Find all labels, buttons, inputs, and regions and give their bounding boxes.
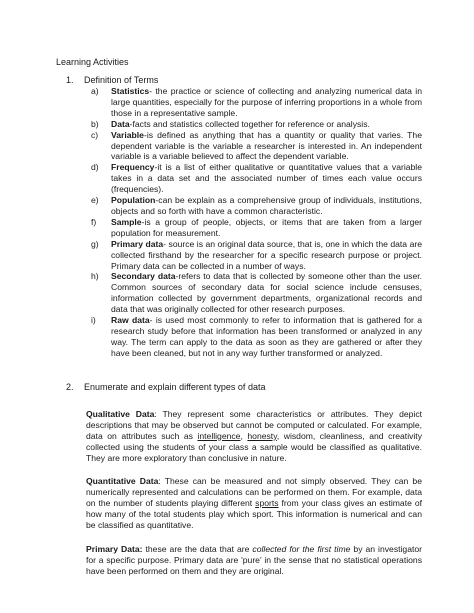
def-letter: b) — [91, 118, 99, 129]
qualitative-data-paragraph — [86, 409, 422, 464]
quantitative-data-paragraph — [86, 476, 422, 531]
paragraph-text: these are the data that are — [142, 544, 253, 554]
underlined-term: honesty — [247, 430, 277, 441]
def-term: Sample — [111, 216, 142, 227]
def-term: Secondary data — [111, 271, 176, 282]
item-number: 2. — [66, 382, 74, 392]
numbered-item-1 — [66, 75, 158, 85]
paragraph-text: , wisdom, cleanliness, and creativity collected using the students of your class a sample would be classified as qualitative. They are more exploratory than conclusive in nature. — [86, 430, 422, 463]
paragraph-text: : These can be measured and not simply observed. They can be numerically represented and calculations can be performed on them. For example, data on the number of students playing different — [86, 476, 422, 508]
definition-item — [91, 86, 422, 119]
paragraph-text: : They represent some characteristics or attributes. They depict descriptions that may be observed but cannot be computed or calculated. For example, data on attributes such as — [86, 409, 423, 441]
def-text: -is defined as anything that has a quantity or quality that varies. The dependent variable is the variable a researcher is interested in. An independent variable is a variable believed to affect the dependent variable. — [111, 129, 422, 162]
def-term: Raw data — [111, 315, 150, 326]
def-letter: c) — [91, 129, 99, 140]
paragraph-text: , — [240, 430, 248, 441]
def-text: -refers to data that is collected by someone other than the user. Common sources of secondary data for social science include censuses, information collected by government departments, organizational records and data that was originally collected for other research purposes. — [111, 271, 423, 315]
def-text: -can be explain as a comprehensive group of individuals, institutions, objects and so forth with have a common characteristic. — [111, 195, 422, 216]
definition-item — [91, 119, 422, 130]
definition-item — [91, 239, 422, 272]
def-term: Statistics — [111, 86, 150, 96]
definition-item — [91, 130, 422, 163]
def-term: Primary data — [111, 238, 164, 249]
definition-item — [91, 315, 422, 359]
def-letter: h) — [91, 271, 99, 282]
paragraph-text: from your class gives an estimate of how many of the total students play which sport. This information is numerical and can be classified as quantitative. — [86, 497, 423, 530]
def-letter: e) — [91, 195, 99, 206]
def-term: Frequency — [111, 162, 155, 173]
underlined-term: sports — [255, 497, 279, 508]
section-title: Qualitative Data — [86, 409, 155, 419]
primary-data-paragraph — [86, 544, 422, 577]
def-term: Data — [111, 118, 130, 129]
def-letter: d) — [91, 162, 99, 173]
def-letter: i) — [91, 315, 96, 326]
def-text: - is used most commonly to refer to information that is gathered for a research study before that information has been transformed or analyzed in any way. The term can apply to the data as soon as they are gathered or after they have been cleaned, but not in any way further transformed or analyzed. — [111, 315, 422, 358]
item-number: 1. — [66, 75, 74, 85]
def-text: - the practice or science of collecting and analyzing numerical data in large quantities, especially for the purpose of inferring proportions in a whole from those in a representative sample. — [111, 86, 422, 118]
def-text: - source is an original data source, that is, one in which the data are collected firsthand by the researcher for a specific research purpose or project. Primary data can be collected in a number of ways. — [111, 238, 422, 271]
definition-item — [91, 162, 422, 195]
paragraph-text: by an investigator for a specific purpose. Primary data are 'pure' in the sense that no statistical operations have been performed on them and they are original. — [86, 544, 422, 576]
def-letter: g) — [91, 238, 99, 249]
numbered-item-2 — [66, 382, 265, 392]
item-label: Enumerate and explain different types of data — [84, 382, 266, 392]
definition-item — [91, 195, 422, 217]
def-text: -is a group of people, objects, or items that are taken from a larger population for measurement. — [111, 216, 422, 238]
def-letter: f) — [91, 216, 97, 227]
definition-item — [91, 217, 422, 239]
italic-phrase: collected for the first time — [252, 544, 351, 554]
def-letter: a) — [91, 86, 99, 96]
def-term: Population — [111, 195, 156, 206]
definition-item — [91, 271, 422, 315]
def-term: Variable — [111, 129, 144, 140]
item-label: Definition of Terms — [84, 75, 159, 85]
def-text: -facts and statistics collected together for reference or analysis. — [129, 118, 370, 129]
section-title: Quantitative Data — [86, 476, 159, 486]
page-heading: Learning Activities — [56, 57, 129, 67]
def-text: -it is a list of either qualitative or quantitative values that a variable takes in a data set and the associated number of times each value occurs (frequencies). — [111, 162, 422, 195]
definitions-list — [91, 86, 422, 359]
underlined-term: intelligence — [197, 430, 241, 441]
section-title: Primary Data: — [86, 544, 143, 554]
